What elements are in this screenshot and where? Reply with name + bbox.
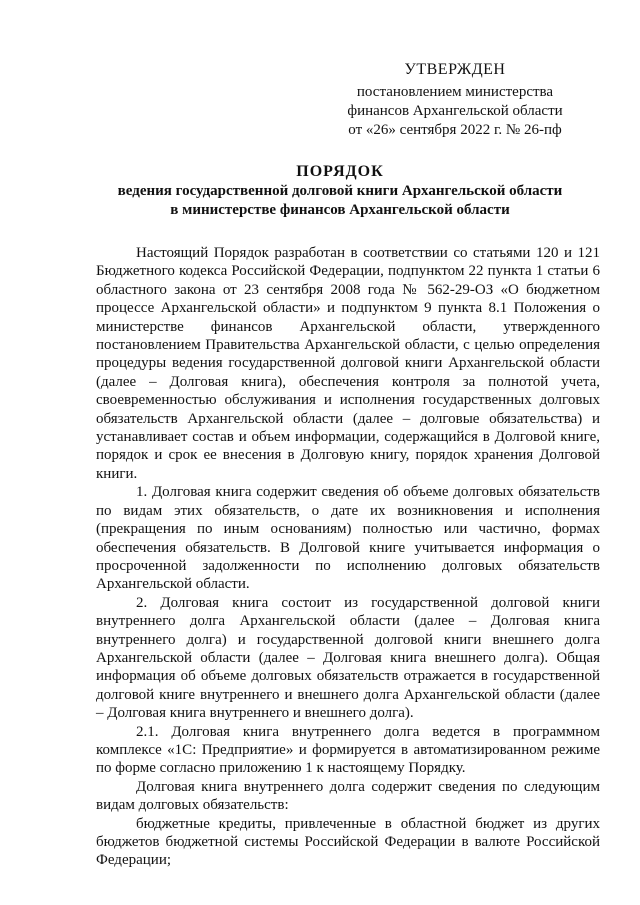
- paragraph-debt-types-intro: Долговая книга внутреннего долга содержит сведения по следующим видам долговых обязательств:: [96, 778, 600, 814]
- approval-line: финансов Архангельской области: [347, 103, 563, 119]
- document-body: [96, 244, 600, 870]
- paragraph-item-2-1: 2.1. Долговая книга внутреннего долга ведется в программном комплексе «1С: Предприятие» и формируется в автоматизированном режиме по форме согласно приложению 1 к настоящему Порядку.: [96, 723, 600, 777]
- document-title: [80, 162, 600, 220]
- paragraph-item-2: 2. Долговая книга состоит из государственной долговой книги внутреннего долга Архангельской области (далее – Долговая книга внутреннего долга) и государственной долговой книги внешнего долга Архангельской области (далее – Долговая книга внешнего долга). Общая информация об объеме долговых обязательств отражается в государственной долговой книге внутреннего и внешнего долга Архангельской области (далее – Долговая книга внутреннего и внешнего долга).: [96, 594, 600, 722]
- title-main: ПОРЯДОК: [296, 163, 384, 180]
- approval-stamp: [330, 60, 580, 140]
- title-subtitle-line: в министерстве финансов Архангельской области: [170, 202, 510, 218]
- paragraph-budget-credits: бюджетные кредиты, привлеченные в областной бюджет из других бюджетов бюджетной системы Российской Федерации в валюте Российской Федерации;: [96, 815, 600, 869]
- paragraph-item-1: 1. Долговая книга содержит сведения об объеме долговых обязательств по видам этих обязательств, о дате их возникновения и исполнения (прекращения по иным основаниям) полностью или частично, формах обеспечения обязательств. В Долговой книге учитывается информация о просроченной задолженности по исполнению долговых обязательств Архангельской области.: [96, 484, 600, 593]
- paragraph-preamble: Настоящий Порядок разработан в соответствии со статьями 120 и 121 Бюджетного кодекса Российской Федерации, подпунктом 22 пункта 1 статьи 6 областного закона от 23 сентября 2008 года № 562-29-ОЗ «О бюджетном процессе Архангельской области» и подпунктом 9 пункта 8.1 Положения о министерстве финансов Архангельской области, утвержденного постановлением Правительства Архангельской области, с целью определения процедуры ведения государственной долговой книги Архангельской области (далее – Долговая книга), обеспечения контроля за полнотой учета, своевременностью обслуживания и исполнения государственных долговых обязательств Архангельской области (далее – долговые обязательства) и устанавливает состав и объем информации, содержащийся в Долговой книге, порядок и срок ее внесения в Долговую книгу, порядок хранения Долговой книги.: [96, 245, 600, 482]
- approval-line: постановлением министерства: [356, 84, 554, 100]
- title-subtitle-line: ведения государственной долговой книги Архангельской области: [117, 183, 563, 199]
- approval-line: от «26» сентября 2022 г. № 26-пф: [348, 122, 562, 138]
- approval-heading: УТВЕРЖДЕН: [404, 61, 506, 78]
